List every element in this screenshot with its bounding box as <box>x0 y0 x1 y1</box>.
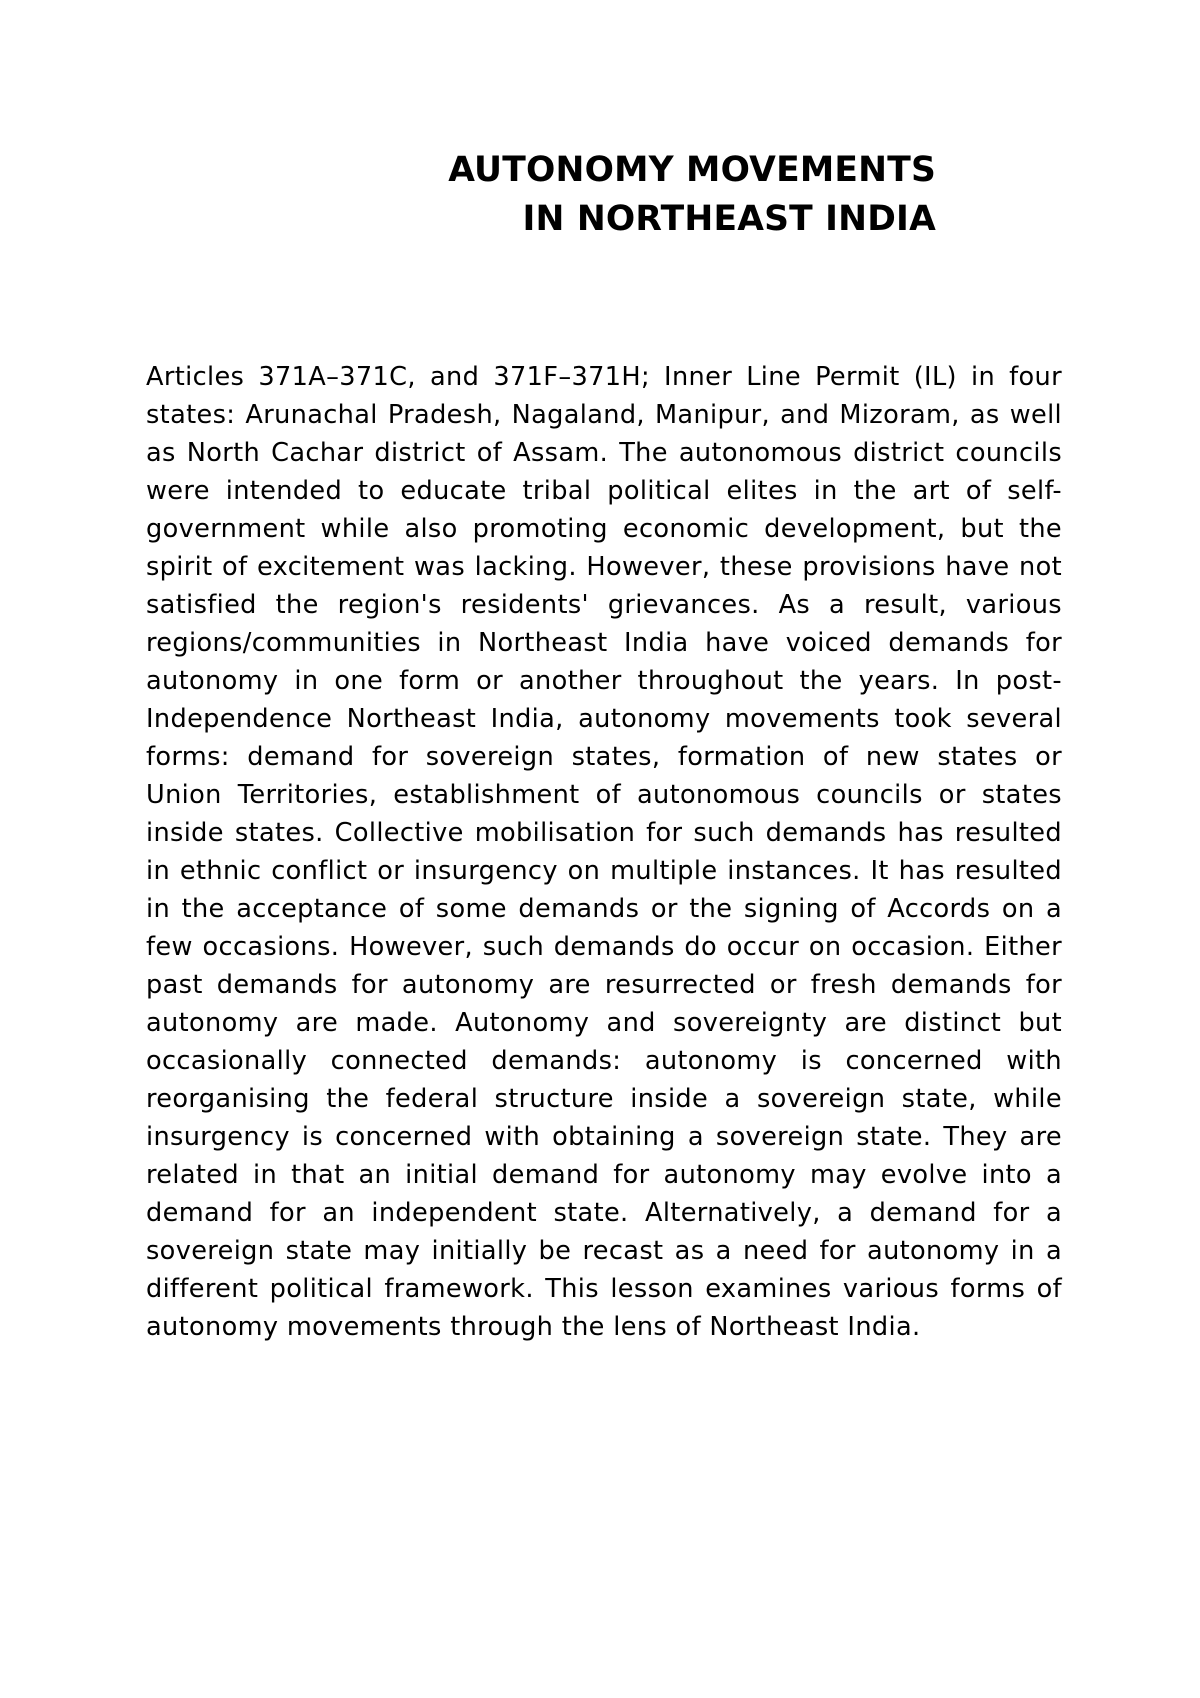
title-line-1: AUTONOMY MOVEMENTS <box>448 150 936 190</box>
body-paragraph: Articles 371A–371C, and 371F–371H; Inner Line Permit (IL) in four states: Arunachal Pradesh, Nagaland, Manipur, and Mizoram, as well as North Cachar district of Assam. The autonomous district councils were intended to educate tribal political elites in the art of self-government while also promoting economic development, but the spirit of excitement was lacking. However, these provisions have not satisfied the region's residents' grievances. As a result, various regions/communities in Northeast India have voiced demands for autonomy in one form or another throughout the years. In post-Independence Northeast India, autonomy movements took several forms: demand for sovereign states, formation of new states or Union Territories, establishment of autonomous councils or states inside states. Collective mobilisation for such demands has resulted in ethnic conflict or insurgency on multiple instances. It has resulted in the acceptance of some demands or the signing of Accords on a few occasions. However, such demands do occur on occasion. Either past demands for autonomy are resurrected or fresh demands for autonomy are made. Autonomy and sovereignty are distinct but occasionally connected demands: autonomy is concerned with reorganising the federal structure inside a sovereign state, while insurgency is concerned with obtaining a sovereign state. They are related in that an initial demand for autonomy may evolve into a demand for an independent state. Alternatively, a demand for a sovereign state may initially be recast as a need for autonomy in a different political framework. This lesson examines various forms of autonomy movements through the lens of Northeast India. <box>146 362 1062 1342</box>
page-title <box>146 146 936 244</box>
title-line-2: IN NORTHEAST INDIA <box>522 199 936 239</box>
